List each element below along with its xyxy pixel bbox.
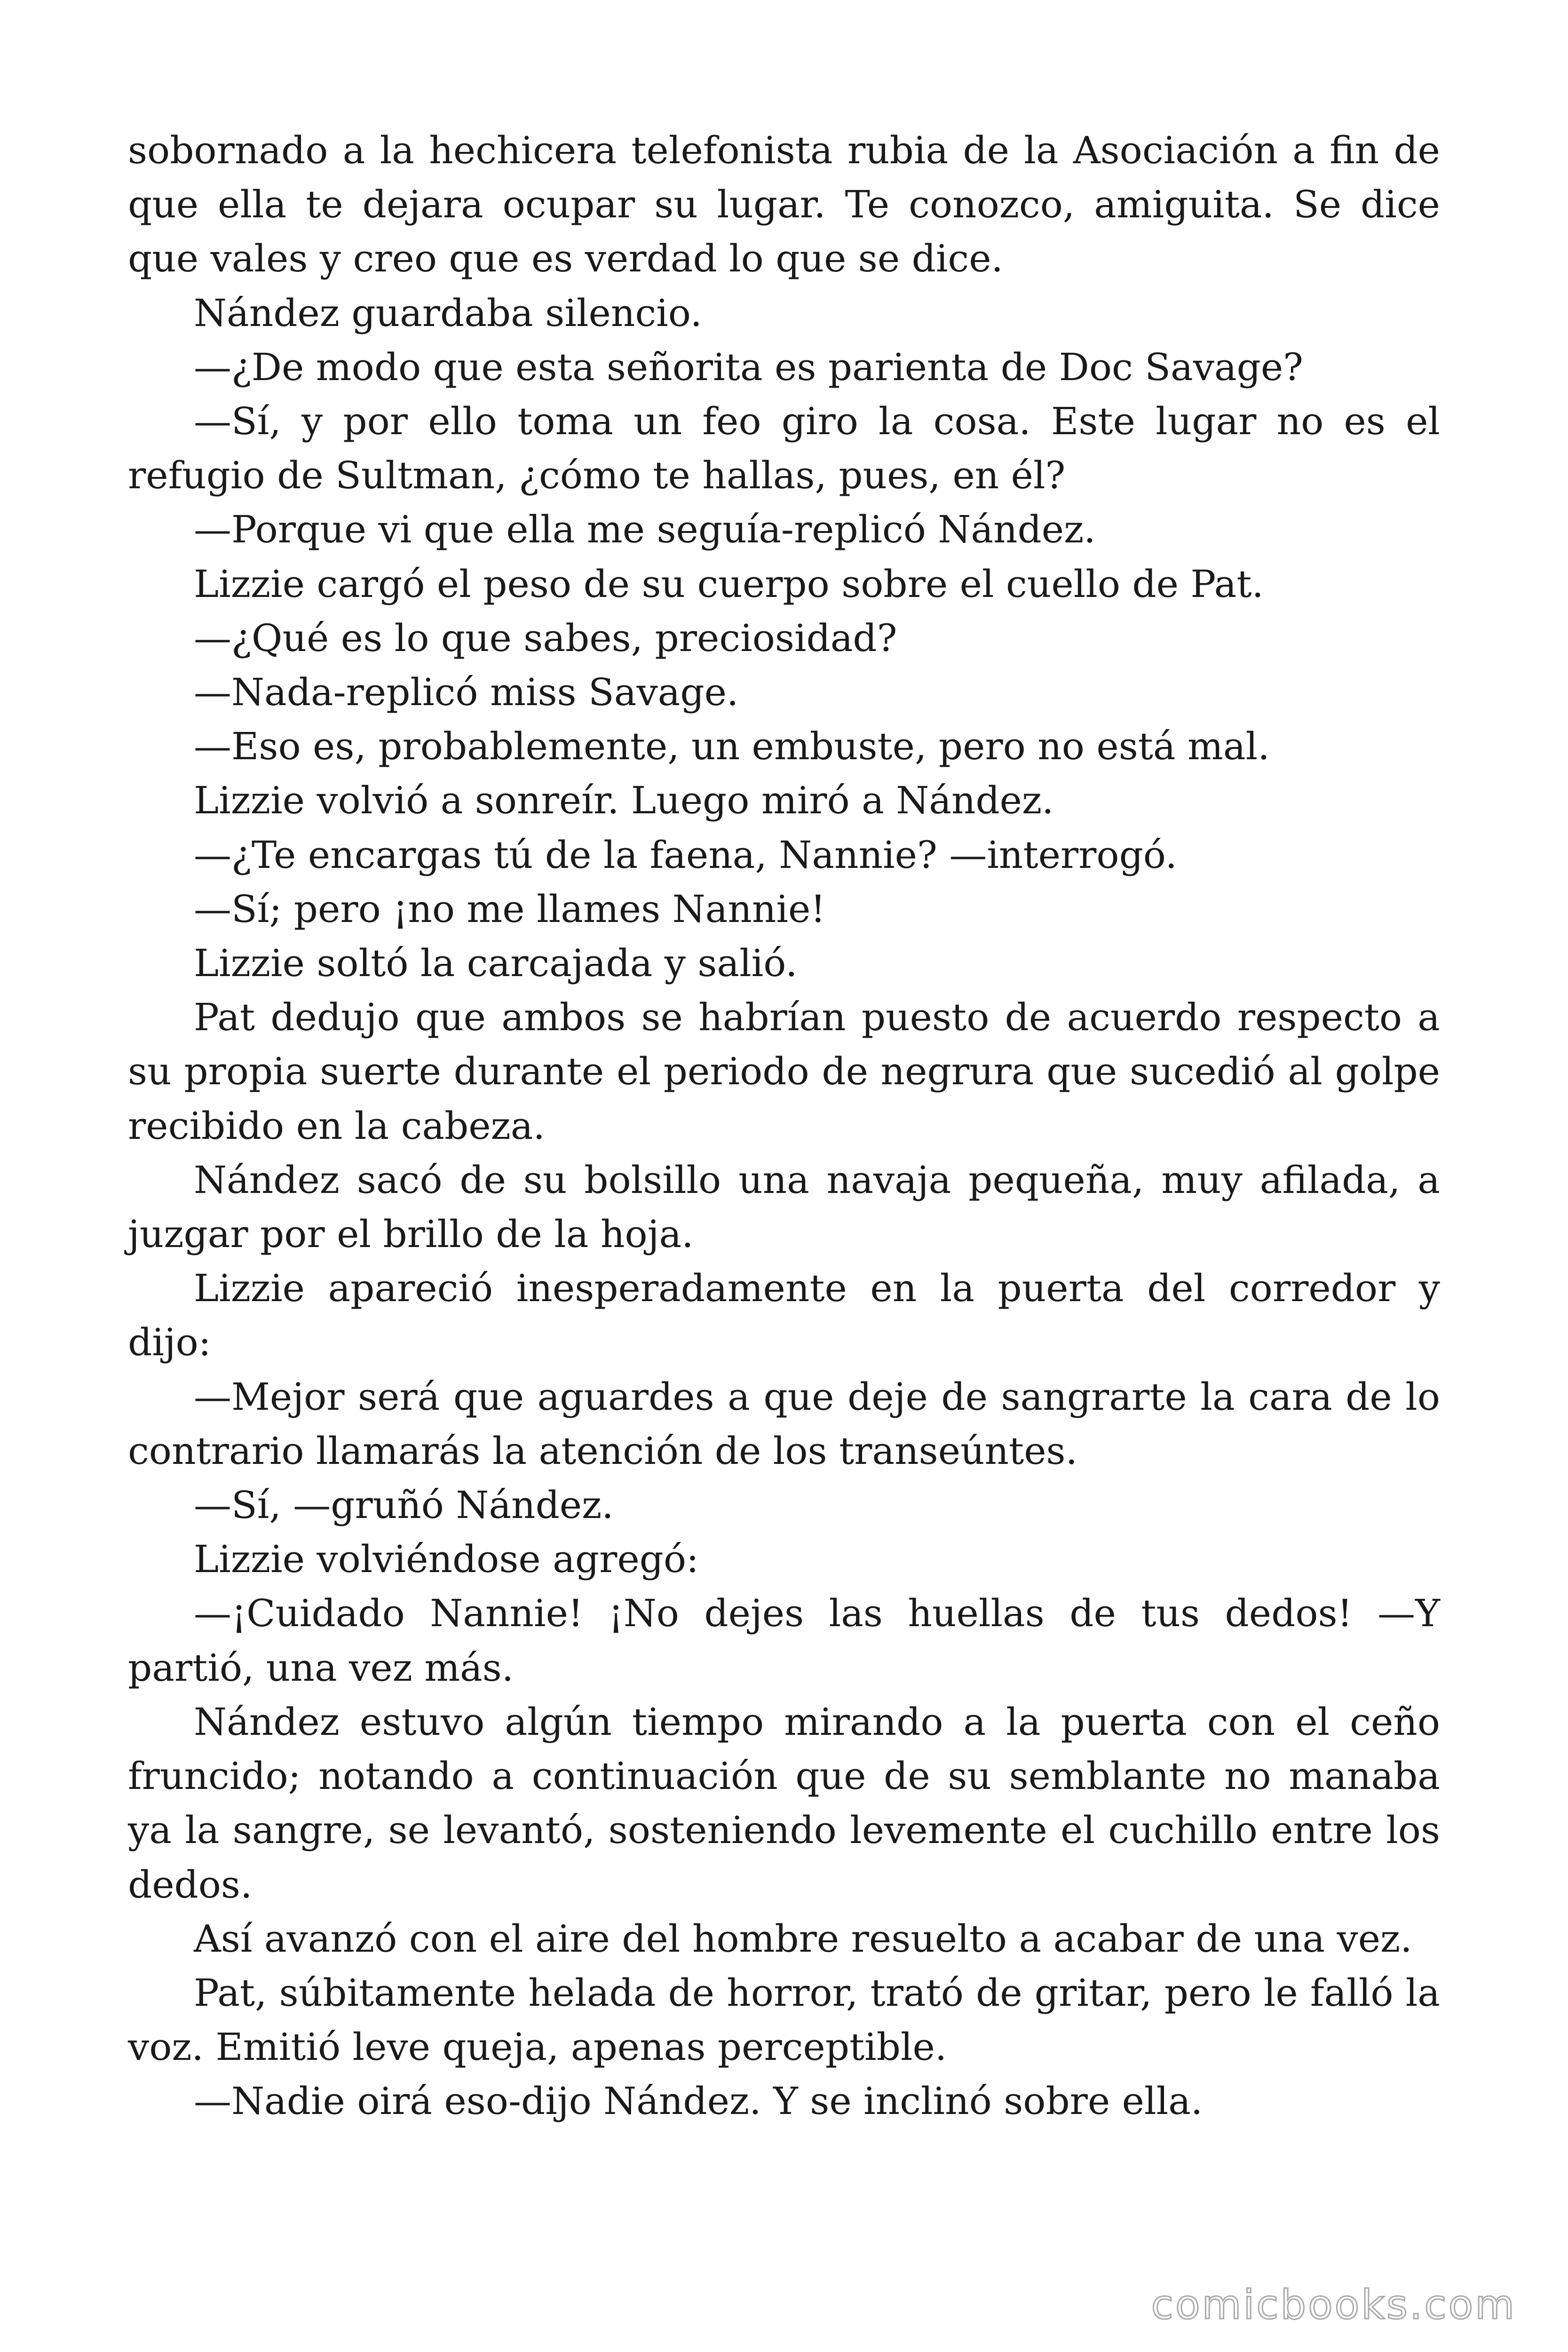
paragraph: —Nada-replicó miss Savage. — [194, 670, 739, 715]
paragraph: —Porque vi que ella me seguía-replicó Nández. — [194, 508, 1096, 552]
paragraph: —¿Qué es lo que sabes, preciosidad? — [194, 616, 897, 660]
paragraph: Lizzie apareció inesperadamente en la puerta del corredor y dijo: — [128, 1266, 1440, 1365]
paragraph: Así avanzó con el aire del hombre resuelto a acabar de una vez. — [194, 1916, 1412, 1961]
body-text — [128, 123, 1440, 2129]
paragraph: Lizzie soltó la carcajada y salió. — [194, 941, 798, 985]
paragraph: —¿De modo que esta señorita es parienta de Doc Savage? — [194, 345, 1304, 389]
paragraph: Pat, súbitamente helada de horror, trató de gritar, pero le falló la voz. Emitió leve queja, apenas perceptible. — [128, 1971, 1440, 2069]
paragraph: —Sí, —gruñó Nández. — [194, 1483, 614, 1527]
paragraph: —Sí, y por ello toma un feo giro la cosa. Este lugar no es el refugio de Sultman, ¿cómo te hallas, pues, en él? — [128, 399, 1440, 498]
watermark: comicbooks.com — [1151, 2281, 1516, 2328]
paragraph: sobornado a la hechicera telefonista rubia de la Asociación a fin de que ella te dejara ocupar su lugar. Te conozco, amiguita. Se dice que vales y creo que es verdad lo que se dice. — [128, 128, 1440, 281]
paragraph: Nández estuvo algún tiempo mirando a la puerta con el ceño fruncido; notando a continuación que de su semblante no manaba ya la sangre, se levantó, sosteniendo levemente el cuchillo entre los dedos. — [128, 1700, 1440, 1907]
paragraph: —Nadie oirá eso-dijo Nández. Y se inclinó sobre ella. — [194, 2079, 1203, 2123]
paragraph: —Mejor será que aguardes a que deje de sangrarte la cara de lo contrario llamarás la atención de los transeúntes. — [128, 1375, 1440, 1473]
paragraph: Nández guardaba silencio. — [194, 291, 702, 335]
paragraph: Lizzie volvió a sonreír. Luego miró a Nández. — [194, 779, 1054, 823]
paragraph: Lizzie volviéndose agregó: — [194, 1537, 699, 1581]
paragraph: —Sí; pero ¡no me llames Nannie! — [194, 887, 826, 931]
paragraph: Pat dedujo que ambos se habrían puesto de acuerdo respecto a su propia suerte durante el periodo de negrura que sucedió al golpe recibido en la cabeza. — [128, 995, 1440, 1148]
paragraph: —¿Te encargas tú de la faena, Nannie? —interrogó. — [194, 833, 1177, 877]
paragraph: —Eso es, probablemente, un embuste, pero no está mal. — [194, 724, 1270, 769]
paragraph: Lizzie cargó el peso de su cuerpo sobre el cuello de Pat. — [194, 562, 1264, 606]
paragraph: —¡Cuidado Nannie! ¡No dejes las huellas de tus dedos! —Y partió, una vez más. — [128, 1591, 1440, 1690]
paragraph: Nández sacó de su bolsillo una navaja pequeña, muy afilada, a juzgar por el brillo de la hoja. — [128, 1158, 1440, 1256]
